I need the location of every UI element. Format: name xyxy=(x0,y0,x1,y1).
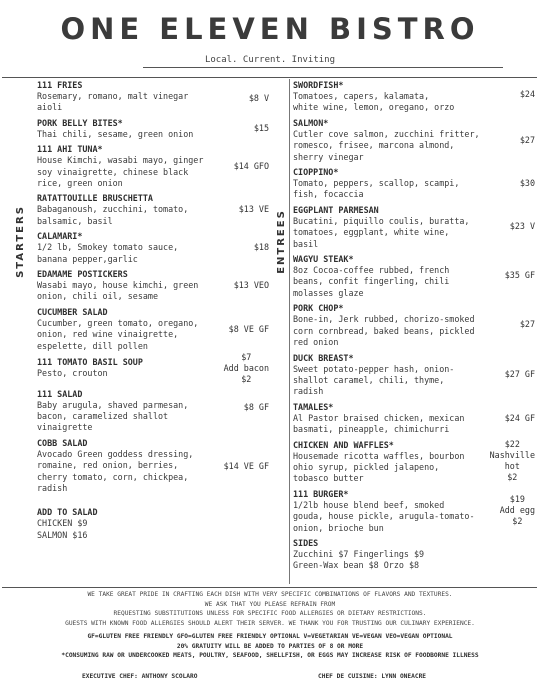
section-label-entrees: ENTREES xyxy=(275,209,287,274)
footer-note: WE ASK THAT YOU PLEASE REFRAIN FROM xyxy=(204,600,336,608)
menu-item xyxy=(293,166,535,201)
item-description: Babaganoush, zucchini, tomato, balsamic, basil xyxy=(37,204,189,226)
item-price: $7 Add bacon $2 xyxy=(223,352,269,385)
add-to-salad-items: CHICKEN $9 SALMON $16 xyxy=(37,518,88,540)
column-divider xyxy=(289,79,290,584)
item-name: 111 FRIES xyxy=(37,80,83,90)
starters-list xyxy=(37,79,269,544)
item-price: $14 GFO xyxy=(233,161,269,172)
menu-item xyxy=(37,143,269,189)
footer-note: GUESTS WITH KNOWN FOOD ALLERGIES SHOULD ALERT THEIR SERVER. WE THANK YOU FOR TRUSTING OUR CULINARY EXPERIENCE. xyxy=(65,619,475,627)
item-name: 111 BURGER* xyxy=(293,488,349,499)
chef-de-cuisine: CHEF DE CUISINE: LYNN ONEACRE xyxy=(318,673,427,680)
item-name: CALAMARI* xyxy=(37,231,83,242)
item-name: SWORDFISH* xyxy=(293,80,344,90)
item-name: PORK CHOP* xyxy=(293,303,344,314)
item-description: Rosemary, romano, malt vinegar aioli xyxy=(37,91,189,113)
menu-item xyxy=(293,79,535,114)
item-description: Sweet potato-pepper hash, onion- shallot caramel, chili, thyme, radish xyxy=(293,363,455,397)
menu-item xyxy=(37,306,269,352)
item-description: Tomatoes, capers, kalamata, white wine, lemon, oregano, orzo xyxy=(293,91,455,113)
item-price: $27 GF xyxy=(504,368,535,379)
item-description: Cucumber, green tomato, oregano, onion, red wine vinaigrette, espelette, dill pollen xyxy=(37,317,199,351)
item-name: CIOPPINO* xyxy=(293,167,339,178)
gratuity-note: 20% GRATUITY WILL BE ADDED TO PARTIES OF 8 OR MORE xyxy=(176,642,364,650)
item-price: $8 GF xyxy=(243,401,269,412)
menu-item xyxy=(37,192,269,227)
menu-item xyxy=(37,230,269,265)
item-description: Baby arugula, shaved parmesan, bacon, caramelized shallot vinaigrette xyxy=(37,399,189,433)
executive-chef: EXECUTIVE CHEF: ANTHONY SCOLARO xyxy=(82,673,198,680)
item-price: $23 V xyxy=(509,220,535,231)
menu-item xyxy=(293,302,535,348)
sides-items: Zucchini $7 Fingerlings $9 Green-Wax bean $8 Orzo $8 xyxy=(293,548,425,571)
item-description: Bucatini, piquillo coulis, buratta, tomatoes, eggplant, white wine, basil xyxy=(293,215,470,249)
item-price: $24 GF xyxy=(504,412,535,423)
item-price: $13 VE xyxy=(238,204,269,215)
sides-title: SIDES xyxy=(293,537,319,548)
item-name: 111 AHI TUNA* xyxy=(37,144,103,155)
footer-note: REQUESTING SUBSTITUTIONS UNLESS FOR SPECIFIC FOOD ALLERGIES OR DIETARY RESTRICTIONS. xyxy=(113,610,427,617)
menu-item xyxy=(37,117,269,140)
item-price: $8 V xyxy=(248,93,269,103)
item-name: CHICKEN AND WAFFLES* xyxy=(293,439,394,450)
item-description: 8oz Cocoa-coffee rubbed, french beans, confit fingerling, chili molasses glaze xyxy=(293,265,450,298)
menu-footer xyxy=(0,590,540,661)
menu-item xyxy=(293,253,535,299)
menu-item xyxy=(293,401,535,436)
item-name: CUCUMBER SALAD xyxy=(37,306,108,317)
item-name: WAGYU STEAK* xyxy=(293,254,354,265)
dietary-legend: GF=GLUTEN FREE FRIENDLY GFO=GLUTEN FREE FRIENDLY OPTIONAL V=VEGETARIAN VE=VEGAN VEO=VEGAN OPTIONAL xyxy=(87,633,453,640)
menu-item xyxy=(37,79,269,114)
item-description: House Kimchi, wasabi mayo, ginger soy vinaigrette, chinese black rice, green onion xyxy=(37,155,204,189)
item-price: $35 GF xyxy=(504,270,535,281)
item-description: Cutler cove salmon, zucchini fritter, romesco, frisee, marcona almond, sherry vinegar xyxy=(293,128,480,162)
restaurant-title: ONE ELEVEN BISTRO xyxy=(60,12,480,46)
item-price: $30 xyxy=(519,178,535,189)
entrees-list xyxy=(293,79,535,575)
item-name: COBB SALAD xyxy=(37,437,88,448)
item-description: Tomato, peppers, scallop, scampi, fish, focaccia xyxy=(293,178,460,200)
menu-item xyxy=(37,352,269,385)
item-description: Al Pastor braised chicken, mexican basmati, pineapple, chimichurri xyxy=(293,412,465,435)
menu-item xyxy=(293,117,535,163)
footer-note: WE TAKE GREAT PRIDE IN CRAFTING EACH DISH WITH VERY SPECIFIC COMBINATIONS OF FLAVORS AND TEXTURES. xyxy=(87,591,453,598)
item-price: $22 Nashville hot $2 xyxy=(489,438,535,482)
item-description: Bone-in, Jerk rubbed, chorizo-smoked corn cornbread, baked beans, pickled red onion xyxy=(293,314,475,348)
item-description: 1/2 lb, Smokey tomato sauce, banana pepper,garlic xyxy=(37,242,179,264)
sides xyxy=(293,537,535,572)
item-description: 1/2lb house blend beef, smoked gouda, house pickle, arugula-tomato- onion, brioche bun xyxy=(293,499,475,533)
foodborne-warning: *CONSUMING RAW OR UNDERCOOKED MEATS, POULTRY, SEAFOOD, SHELLFISH, OR EGGS MAY INCREASE RISK OF FOODBORNE ILLNESS xyxy=(61,652,479,659)
item-price: $27 xyxy=(519,134,535,145)
item-name: SALMON* xyxy=(293,117,329,128)
item-description: Housemade ricotta waffles, bourbon ohio syrup, pickled jalapeno, tobasco butter xyxy=(293,450,465,484)
item-price: $24 xyxy=(519,89,535,99)
add-to-salad-title: ADD TO SALAD xyxy=(37,507,98,518)
item-price: $18 xyxy=(253,242,269,253)
item-name: EDAMAME POSTICKERS xyxy=(37,269,128,280)
item-price: $13 VEO xyxy=(233,280,269,291)
menu-item xyxy=(293,352,535,398)
item-name: PORK BELLY BITES* xyxy=(37,117,123,128)
item-price: $27 xyxy=(519,319,535,330)
menu-item xyxy=(293,204,535,250)
item-price: $15 xyxy=(253,122,269,133)
item-name: 111 TOMATO BASIL SOUP xyxy=(37,357,143,368)
add-to-salad xyxy=(37,506,269,541)
item-price: $19 Add egg $2 xyxy=(499,493,535,526)
item-name: DUCK BREAST* xyxy=(293,352,354,363)
item-price: $14 VE GF xyxy=(223,460,269,471)
item-description: Thai chili, sesame, green onion xyxy=(37,128,194,139)
menu-item xyxy=(37,268,269,303)
menu-item xyxy=(293,439,535,485)
restaurant-tagline: Local. Current. Inviting xyxy=(204,55,336,65)
item-name: 111 SALAD xyxy=(37,388,83,399)
item-name: TAMALES* xyxy=(293,401,334,412)
menu-item xyxy=(293,488,535,534)
item-name: EGGPLANT PARMESAN xyxy=(293,204,379,215)
item-name: RATATTOUILLE BRUSCHETTA xyxy=(37,193,153,204)
menu-header xyxy=(0,0,540,78)
item-description: Wasabi mayo, house kimchi, green onion, chili oil, sesame xyxy=(37,280,199,302)
menu-item xyxy=(37,437,269,495)
tagline-divider xyxy=(143,67,503,68)
menu-item xyxy=(37,388,269,434)
item-price: $8 VE GF xyxy=(228,323,269,334)
item-description: Avocado Green goddess dressing, romaine, red onion, berries, cherry tomato, corn, chickpea, radish xyxy=(37,448,194,493)
item-description: Pesto, crouton xyxy=(37,368,108,379)
section-label-starters: STARTERS xyxy=(14,205,26,278)
